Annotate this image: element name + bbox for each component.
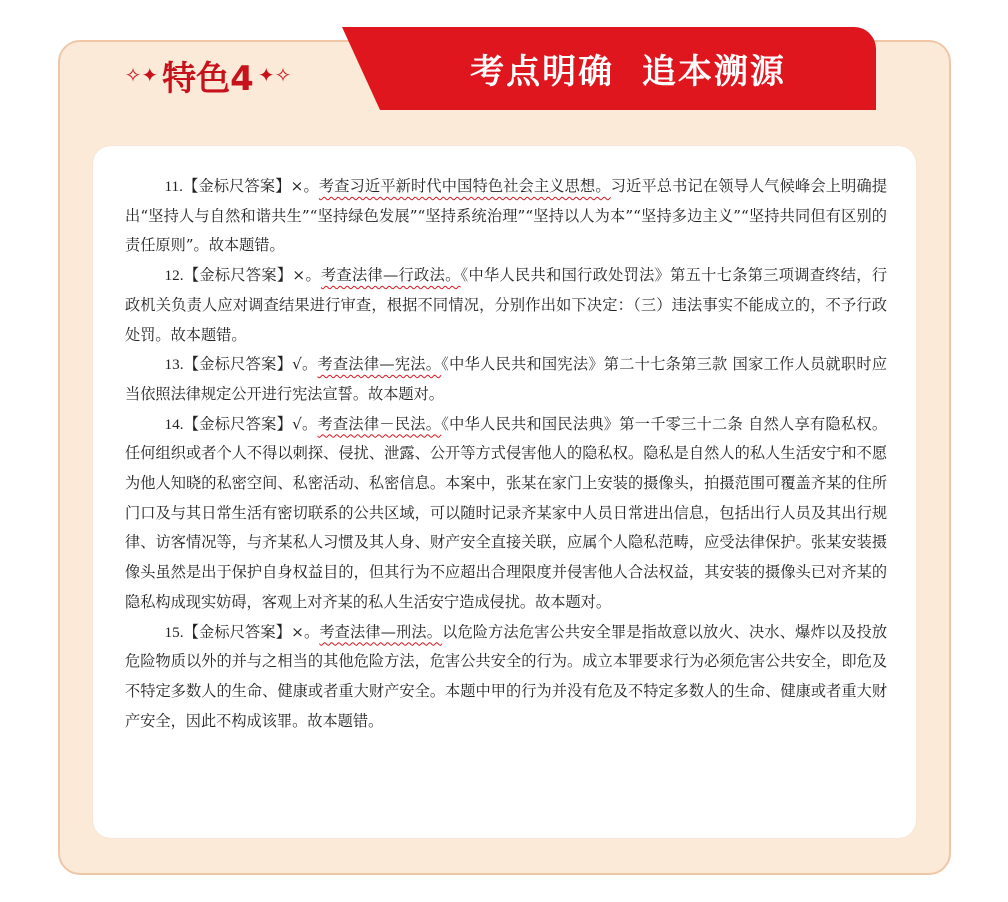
answer-mark: ×。 bbox=[291, 622, 320, 641]
item-number: 14. bbox=[164, 415, 184, 433]
answer-mark: ×。 bbox=[292, 266, 321, 285]
answer-item bbox=[125, 618, 887, 737]
sparkle-right-icon: ✦✧ bbox=[257, 63, 292, 87]
answer-mark: √。 bbox=[292, 414, 318, 433]
banner-title: 考点明确 追本溯源 bbox=[470, 52, 786, 92]
item-number: 15. bbox=[164, 623, 184, 641]
feature-tab bbox=[58, 40, 358, 110]
answer-item bbox=[125, 172, 887, 261]
item-number: 13. bbox=[164, 356, 184, 374]
answer-tag: 【金标尺答案】 bbox=[183, 622, 292, 641]
explanation: 习近平总书记在领导人气候峰会上明确提出“坚持人与自然和谐共生”“坚持绿色发展”“坚持系统治理”“坚持以人为本”“坚持多边主义”“坚持共同但有区别的责任原则”。故本题错。 bbox=[125, 177, 888, 255]
answer-mark: ×。 bbox=[290, 177, 319, 195]
sparkle-left-icon: ✧✦ bbox=[124, 63, 159, 87]
topic-highlight: 考查法律—宪法。 bbox=[317, 355, 442, 374]
answer-item bbox=[125, 350, 887, 409]
item-number: 12. bbox=[164, 267, 184, 285]
item-number: 11. bbox=[164, 178, 183, 195]
answer-mark: √。 bbox=[292, 355, 318, 374]
feature-label: 特色4 bbox=[162, 58, 254, 99]
answer-tag: 【金标尺答案】 bbox=[182, 177, 291, 195]
answer-list bbox=[125, 172, 887, 736]
topic-highlight: 考查法律—行政法。 bbox=[320, 266, 461, 285]
explanation: 《中华人民共和国民法典》第一千零三十二条 自然人享有隐私权。任何组织或者个人不得以刺探、侵扰、泄露、公开等方式侵害他人的隐私权。隐私是自然人的私人生活安宁和不愿为他人知晓的私密空间、私密活动、私密信息。本案中，张某在家门上安装的摄像头，拍摄范围可覆盖齐某的住所门口及与其日常生活有密切联系的公共区域，可以随时记录齐某家中人员日常进出信息，包括出行人员及其出行规律、访客情况等，与齐某私人习惯及其人身、财产安全直接关联，应属个人隐私范畴，应受法律保护。张某安装摄像头虽然是出于保护自身权益目的，但其行为不应超出合理限度并侵害他人合法权益，其安装的摄像头已对齐某的隐私构成现实妨碍，客观上对齐某的私人生活安宁造成侵扰。故本题对。 bbox=[125, 414, 888, 611]
topic-highlight: 考查法律—刑法。 bbox=[319, 622, 443, 641]
answer-item bbox=[125, 261, 887, 350]
explanation: 《中华人民共和国宪法》第二十七条第三款 国家工作人员就职时应当依照法律规定公开进行宪法宣誓。故本题对。 bbox=[125, 355, 888, 403]
answer-tag: 【金标尺答案】 bbox=[183, 355, 293, 374]
answer-item bbox=[125, 410, 887, 618]
answer-tag: 【金标尺答案】 bbox=[183, 414, 293, 433]
topic-highlight: 考查习近平新时代中国特色社会主义思想。 bbox=[318, 177, 611, 195]
topic-highlight: 考查法律－民法。 bbox=[317, 414, 442, 433]
explanation: 《中华人民共和国行政处罚法》第五十七条第三项调查终结，行政机关负责人应对调查结果进行审查，根据不同情况，分别作出如下决定：（三）违法事实不能成立的，不予行政处罚。故本题错。 bbox=[125, 266, 888, 344]
explanation: 以危险方法危害公共安全罪是指故意以放火、决水、爆炸以及投放危险物质以外的并与之相当的其他危险方法，危害公共安全的行为。成立本罪要求行为必须危害公共安全，即危及不特定多数人的生命、健康或者重大财产安全。本题中甲的行为并没有危及不特定多数人的生命、健康或者重大财产安全，因此不构成该罪。故本题错。 bbox=[125, 622, 888, 730]
answer-tag: 【金标尺答案】 bbox=[183, 266, 293, 285]
